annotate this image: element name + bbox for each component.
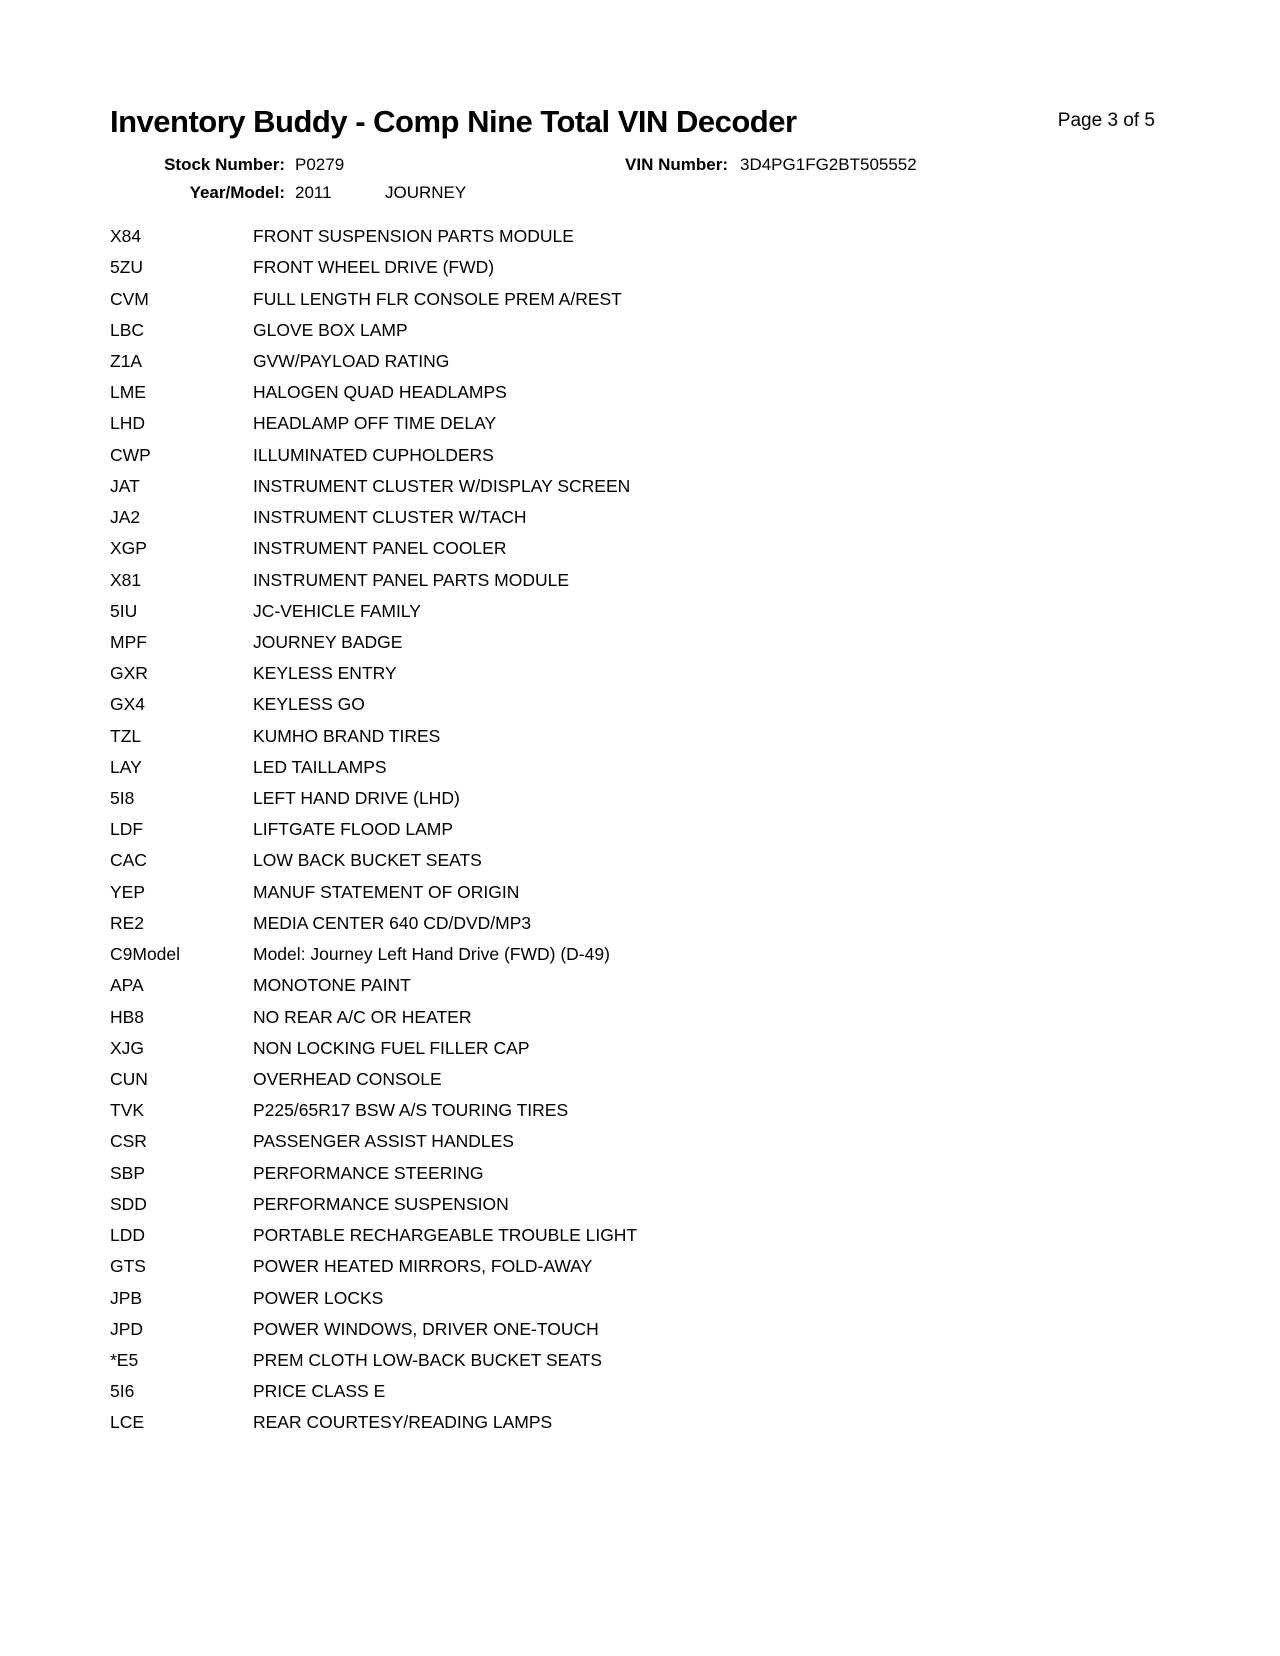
option-description: INSTRUMENT CLUSTER W/DISPLAY SCREEN xyxy=(253,475,631,496)
table-row xyxy=(110,377,1170,408)
option-code: LBC xyxy=(110,319,145,340)
option-code: CSR xyxy=(110,1131,147,1152)
option-code: GTS xyxy=(110,1256,146,1277)
option-description: NON LOCKING FUEL FILLER CAP xyxy=(253,1037,530,1058)
option-description: FULL LENGTH FLR CONSOLE PREM A/REST xyxy=(253,288,622,309)
table-row xyxy=(110,1158,1170,1189)
option-code: APA xyxy=(110,975,144,996)
table-row xyxy=(110,1064,1170,1095)
option-description: JC-VEHICLE FAMILY xyxy=(253,600,421,621)
option-code: Z1A xyxy=(110,350,143,371)
table-row xyxy=(110,1376,1170,1407)
option-code: TVK xyxy=(110,1100,145,1121)
table-row xyxy=(110,252,1170,283)
option-description: POWER LOCKS xyxy=(253,1287,384,1308)
option-code: CAC xyxy=(110,850,147,871)
table-row xyxy=(110,564,1170,595)
option-code: XGP xyxy=(110,538,147,559)
options-table xyxy=(110,221,1170,1439)
option-description: ILLUMINATED CUPHOLDERS xyxy=(253,444,494,465)
option-code: RE2 xyxy=(110,912,145,933)
option-description: FRONT SUSPENSION PARTS MODULE xyxy=(253,226,574,247)
option-description: INSTRUMENT CLUSTER W/TACH xyxy=(253,507,527,528)
option-code: GXR xyxy=(110,663,148,684)
option-code: LDD xyxy=(110,1225,146,1246)
table-row xyxy=(110,221,1170,252)
option-description: POWER WINDOWS, DRIVER ONE-TOUCH xyxy=(253,1318,599,1339)
option-description: KEYLESS GO xyxy=(253,694,365,715)
table-row xyxy=(110,877,1170,908)
table-row xyxy=(110,1251,1170,1282)
vin-number-value: 3D4PG1FG2BT505552 xyxy=(740,155,917,174)
option-description: PASSENGER ASSIST HANDLES xyxy=(253,1131,514,1152)
table-row xyxy=(110,1282,1170,1313)
option-description: LIFTGATE FLOOD LAMP xyxy=(253,819,453,840)
table-row xyxy=(110,689,1170,720)
stock-number-label: Stock Number: xyxy=(164,155,285,174)
option-description: FRONT WHEEL DRIVE (FWD) xyxy=(253,257,495,278)
model-value: JOURNEY xyxy=(385,183,467,202)
option-code: CUN xyxy=(110,1069,148,1090)
table-row xyxy=(110,1095,1170,1126)
option-description: INSTRUMENT PANEL COOLER xyxy=(253,538,507,559)
option-code: SDD xyxy=(110,1193,147,1214)
option-description: HEADLAMP OFF TIME DELAY xyxy=(253,413,497,434)
table-row xyxy=(110,970,1170,1001)
table-row xyxy=(110,908,1170,939)
option-description: POWER HEATED MIRRORS, FOLD-AWAY xyxy=(253,1256,593,1277)
table-row xyxy=(110,783,1170,814)
table-row xyxy=(110,502,1170,533)
option-description: PERFORMANCE SUSPENSION xyxy=(253,1193,509,1214)
option-description: P225/65R17 BSW A/S TOURING TIRES xyxy=(253,1100,569,1121)
table-row xyxy=(110,283,1170,314)
option-code: CWP xyxy=(110,444,151,465)
option-code: TZL xyxy=(110,725,142,746)
option-code: JPB xyxy=(110,1287,143,1308)
option-description: GLOVE BOX LAMP xyxy=(253,319,408,340)
table-row xyxy=(110,1345,1170,1376)
option-description: MEDIA CENTER 640 CD/DVD/MP3 xyxy=(253,912,532,933)
option-description: MANUF STATEMENT OF ORIGIN xyxy=(253,881,520,902)
option-code: LME xyxy=(110,382,146,403)
option-code: *E5 xyxy=(110,1349,139,1370)
option-description: REAR COURTESY/READING LAMPS xyxy=(253,1412,553,1433)
option-description: LED TAILLAMPS xyxy=(253,756,387,777)
option-code: X81 xyxy=(110,569,142,590)
table-row xyxy=(110,315,1170,346)
page-title: Inventory Buddy - Comp Nine Total VIN Decoder xyxy=(110,104,797,139)
option-code: JA2 xyxy=(110,507,141,528)
table-row xyxy=(110,752,1170,783)
option-code: 5ZU xyxy=(110,257,144,278)
table-row xyxy=(110,1033,1170,1064)
option-code: LAY xyxy=(110,756,142,777)
table-row xyxy=(110,1189,1170,1220)
option-code: LDF xyxy=(110,819,144,840)
vin-number-label: VIN Number: xyxy=(625,155,728,174)
option-code: 5I8 xyxy=(110,788,135,809)
table-row xyxy=(110,471,1170,502)
table-row xyxy=(110,1126,1170,1157)
option-description: MONOTONE PAINT xyxy=(253,975,411,996)
option-code: HB8 xyxy=(110,1006,145,1027)
option-code: JAT xyxy=(110,475,140,496)
year-model-label: Year/Model: xyxy=(189,183,285,202)
table-row xyxy=(110,721,1170,752)
option-description: HALOGEN QUAD HEADLAMPS xyxy=(253,382,507,403)
stock-number-value: P0279 xyxy=(295,155,345,174)
table-row xyxy=(110,845,1170,876)
option-code: XJG xyxy=(110,1037,145,1058)
option-code: YEP xyxy=(110,881,146,902)
option-description: PORTABLE RECHARGEABLE TROUBLE LIGHT xyxy=(253,1225,638,1246)
option-code: C9Model xyxy=(110,944,181,965)
table-row xyxy=(110,627,1170,658)
option-code: 5IU xyxy=(110,600,138,621)
option-code: LCE xyxy=(110,1412,145,1433)
table-row xyxy=(110,346,1170,377)
table-row xyxy=(110,596,1170,627)
option-description: PRICE CLASS E xyxy=(253,1381,386,1402)
option-code: JPD xyxy=(110,1318,144,1339)
option-description: GVW/PAYLOAD RATING xyxy=(253,350,450,371)
table-row xyxy=(110,814,1170,845)
option-description: KUMHO BRAND TIRES xyxy=(253,725,441,746)
table-row xyxy=(110,1220,1170,1251)
option-description: Model: Journey Left Hand Drive (FWD) (D-49) xyxy=(253,944,610,965)
option-description: LEFT HAND DRIVE (LHD) xyxy=(253,788,460,809)
option-code: LHD xyxy=(110,413,146,434)
option-code: CVM xyxy=(110,288,149,309)
option-code: X84 xyxy=(110,226,142,247)
option-description: KEYLESS ENTRY xyxy=(253,663,397,684)
table-row xyxy=(110,658,1170,689)
option-code: MPF xyxy=(110,631,147,652)
table-row xyxy=(110,533,1170,564)
table-row xyxy=(110,1407,1170,1438)
table-row xyxy=(110,939,1170,970)
option-description: PREM CLOTH LOW-BACK BUCKET SEATS xyxy=(253,1349,603,1370)
option-code: GX4 xyxy=(110,694,146,715)
option-description: OVERHEAD CONSOLE xyxy=(253,1069,442,1090)
year-value: 2011 xyxy=(295,183,332,202)
option-description: PERFORMANCE STEERING xyxy=(253,1162,484,1183)
option-description: LOW BACK BUCKET SEATS xyxy=(253,850,482,871)
option-description: NO REAR A/C OR HEATER xyxy=(253,1006,472,1027)
table-row xyxy=(110,440,1170,471)
option-code: SBP xyxy=(110,1162,146,1183)
option-description: INSTRUMENT PANEL PARTS MODULE xyxy=(253,569,570,590)
table-row xyxy=(110,1001,1170,1032)
option-description: JOURNEY BADGE xyxy=(253,631,403,652)
table-row xyxy=(110,408,1170,439)
page-number-indicator: Page 3 of 5 xyxy=(1057,110,1155,131)
table-row xyxy=(110,1314,1170,1345)
option-code: 5I6 xyxy=(110,1381,135,1402)
